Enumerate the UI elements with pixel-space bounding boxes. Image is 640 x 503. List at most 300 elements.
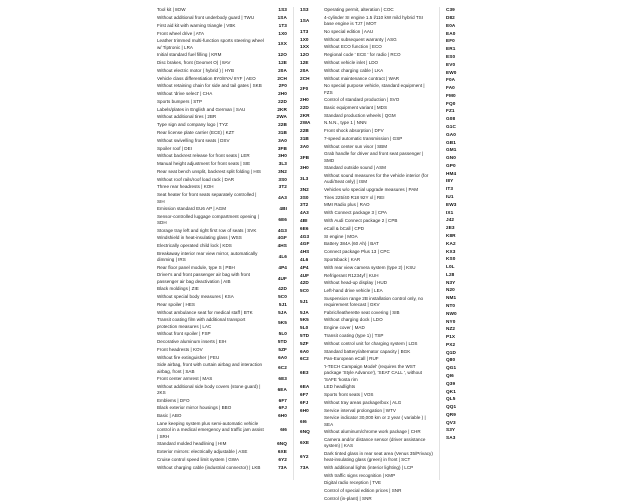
option-description: Rear seat bench unsplit, backrest split folding | HIS [157,168,261,174]
option-code: D82 [446,15,455,21]
option-description: Black exterior mirror housings | BBO [157,405,232,411]
code-list-row [157,60,287,67]
option-code: 1T3 [300,28,309,34]
option-description: Rear license plate carrier (ECE) | KZT [157,130,235,136]
code-list-row [300,348,433,355]
code-list-row [157,384,287,397]
code-list-row [300,429,433,436]
code-list-row [446,108,579,115]
code-list-row [446,69,579,76]
column-1-rows [157,7,287,472]
option-code: 3H0 [278,153,287,159]
code-list-row [446,100,579,107]
option-code: 1S3 [278,7,287,13]
code-list-row [300,384,433,391]
option-code: P1X [446,334,456,340]
option-code: 3N2 [300,186,309,192]
code-list-row [300,325,433,332]
option-description: Without vehicle inlet | LDO [324,59,379,65]
option-description: Labels/plates in English and German | SAU [157,106,246,112]
option-description: Without ECO function | ECO [324,44,382,50]
option-code: EW0 [446,69,457,75]
option-code: 5C0 [278,294,287,300]
column-group-3 [446,7,579,443]
code-list-row [157,413,287,420]
option-description: Standard molded headlining | HIM [157,441,227,447]
option-code: N20 [446,287,455,293]
code-list-row [157,161,287,168]
option-code: N3Y [446,279,456,285]
code-list-row [446,93,579,100]
option-code: NT0 [446,302,456,308]
code-list-row [300,241,433,248]
code-list-row [446,170,579,177]
code-list-row [446,30,579,37]
code-list-row [446,23,579,30]
column-2-rows [300,7,433,503]
option-code: S3Y [446,427,456,433]
option-code: SA3 [446,435,456,441]
option-code: 4G3 [277,227,287,233]
option-code: NZ2 [446,326,456,332]
code-list-row [446,334,579,341]
option-description: Digital radio reception | TVE [324,480,382,486]
option-code: 12E [278,59,287,65]
code-list-row [446,349,579,356]
code-list-row [446,326,579,333]
code-list-row [157,264,287,271]
code-list-row [300,288,433,295]
code-list-row [446,54,579,61]
option-description: Battery 384A (60 Ah) | BAT [324,241,379,247]
code-list-row [300,257,433,264]
code-list-row [157,83,287,90]
code-list-row [157,272,287,285]
option-description: Standard outside sound | ASM [324,165,386,171]
option-description: Exterior mirrors: electrically adjustable | ASE [157,449,248,455]
code-list-row [300,309,433,316]
code-list-row [157,153,287,160]
code-list-row [300,472,433,479]
option-code: 1X0 [278,30,287,36]
code-list-row [300,105,433,112]
code-list-row [300,194,433,201]
option-description: Three rear headrests | KOH [157,184,214,190]
code-list-row [157,457,287,464]
option-code: 2E3 [446,225,455,231]
code-list-row [300,451,433,464]
option-code: 6NQ [277,441,287,447]
code-list-row [446,435,579,442]
option-description: SI engine | MOA [324,233,358,239]
code-list-row [446,202,579,209]
option-code: 3T2 [278,184,287,190]
option-code: 1T3 [278,22,287,28]
option-description: Without tray areas package/box | ALG [324,400,402,406]
option-code: 5ZF [300,340,309,346]
code-list-row [300,356,433,363]
code-list-row [300,97,433,104]
option-description: Front shock absorption | DFV [324,128,384,134]
code-list-row [157,354,287,361]
code-list-row [157,302,287,309]
code-list-row [157,7,287,14]
option-description: Without fire extinguisher | FEU [157,354,220,360]
code-list-row [446,357,579,364]
code-list-row [446,419,579,426]
code-list-row [300,280,433,287]
code-list-row [446,381,579,388]
option-description: Control (in-plant) | SNR [324,495,372,501]
option-description: With Audi Connect package 2 | CPB [324,218,398,224]
option-description: Without control unit for charging system | LDS [324,340,418,346]
option-code: 5K5 [278,320,287,326]
option-code: 5TD [277,338,287,344]
code-list-row [300,408,433,415]
code-list-row [446,7,579,14]
code-list-row [446,116,579,123]
option-code: 6I6 [280,427,287,433]
option-description: Without 'drive select' | CHA [157,91,213,97]
option-code: QI6 [446,373,454,379]
option-code: 6H0 [278,413,287,419]
option-description: Without additional tires | 2BR [157,114,217,120]
option-code: G1C [446,124,456,130]
option-description: Control of standard production | SVO [324,97,400,103]
code-list-row [446,124,579,131]
code-list-row [300,464,433,471]
option-code: FA0 [446,85,455,91]
option-code: 73A [300,464,309,470]
code-list-row [300,52,433,59]
option-description: MMI Radio plus | RAO [324,202,370,208]
code-list-row [300,333,433,340]
option-code: 6FJ [300,400,309,406]
code-list-row [300,218,433,225]
option-code: 4L6 [300,256,309,262]
option-description: Without swivelling front seats | DSV [157,137,230,143]
option-description: Spoiler roof | DEI [157,145,192,151]
code-list-row [157,317,287,330]
code-list-row [157,138,287,145]
code-list-row [157,421,287,441]
code-list-row [300,67,433,74]
option-description: Disc brakes, front (Geomet O) | 8AV [157,59,231,65]
option-code: IT3 [446,186,454,192]
code-list-row [157,362,287,375]
code-list-row [300,75,433,82]
code-list-row [157,114,287,121]
column-group-2 [300,7,433,503]
option-code: 4UF [277,275,287,281]
code-list-row [446,365,579,372]
option-code: 6Y2 [278,456,287,462]
option-code: 1SA [300,18,310,24]
code-list-row [157,331,287,338]
option-description: Lane keeping system plus semi-automatic vehicle control in a medical emergency and traffic jam assist | SRH [157,420,264,439]
option-code: NW0 [446,310,457,316]
option-code: 5L0 [300,325,309,331]
code-list-row [300,226,433,233]
option-description: Suspension range 2B installation control only, no requirement forecast | GKV [324,295,424,308]
option-code: 12O [277,52,287,58]
option-code: 6F7 [300,392,309,398]
option-description: Without sound measures for the vehicle interior (for Audi/Seat only) | ISM [324,172,429,185]
code-list-row [157,235,287,242]
option-description: Without roof rails/roof load rack | DAR [157,176,235,182]
code-list-row [446,209,579,216]
option-description: Emblems | DFO [157,397,190,403]
option-description: Front center armrest | MAS [157,376,213,382]
option-code: 1XX [277,41,287,47]
code-list-row [300,317,433,324]
option-description: Without additional front underbody guard | TWU [157,15,255,21]
code-list-row [446,240,579,247]
option-description: With Connect package 3 | CPA [324,210,387,216]
code-list-row [157,339,287,346]
option-description: Black moldings | ZIE [157,286,199,292]
option-code: 5J1 [300,298,309,304]
option-description: 7-speed automatic transmission | GSP [324,136,403,142]
code-list-row [157,441,287,448]
option-code: 2WA [276,114,287,120]
option-description: LED headlights [324,384,356,390]
option-code: 6Y2 [300,453,309,459]
code-list-row [446,318,579,325]
code-list-row [300,202,433,209]
option-code: 6XE [277,449,287,455]
option-code: 31B [300,136,309,142]
option-description: Basic | ABO [157,413,182,419]
option-code: 4HS [277,243,287,249]
option-code: GP0 [446,162,456,168]
option-code: GA0 [446,131,456,137]
option-code: 22B [278,122,287,128]
option-code: 3H0 [300,165,309,171]
option-description: Transit coating (type 1) | TSP [324,332,384,338]
option-code: 2CH [300,75,310,81]
option-description: Emission standard EU6 AP | AGM [157,206,227,212]
option-description: Seat heater for front seats separately controlled | SIH [157,191,257,204]
option-code: 3A0 [278,137,287,143]
code-list-row [157,75,287,82]
option-description: Grab handle for driver and front seat passenger | SMD [324,151,424,163]
option-code: 42D [300,280,309,286]
option-code: QG1 [446,365,457,371]
option-description: Rear floor panel module, type S | PBH [157,264,235,270]
option-description: 4-cylinder SI engine 1.5 l/110 kW mild hybrid TSI base engine is TJ7 | MOT [324,14,424,27]
option-code: QQ1 [446,404,457,410]
option-code: 6E6 [300,225,309,231]
option-description: Operating permit, alteration | COC [324,7,394,13]
code-list-row [300,83,433,96]
option-code: QK1 [446,388,456,394]
option-code: 4GF [300,241,310,247]
code-list-row [157,192,287,205]
option-code: 6E3 [300,370,309,376]
code-list-row [446,272,579,279]
code-list-row [446,396,579,403]
option-code: 1S3 [300,7,309,13]
option-code: KA2 [446,240,456,246]
option-code: 4A3 [278,195,287,201]
option-code: C39 [446,7,455,13]
code-list-row [300,210,433,217]
option-code: 4GF [277,235,287,241]
option-description: Decorative aluminum inserts | EIH [157,338,227,344]
code-list-row [300,120,433,127]
option-description: Tires 225/40 R18 92Y xl | REI [324,194,385,200]
code-list-row [300,151,433,164]
option-description: Electrically operated child lock | KDS [157,243,232,249]
option-description: 'I-TECH Campaign Model' (requires the WST package 'Style Advance'), 'SEAT CALL ', without 'SAFE 'kosta rim [324,363,422,382]
code-list-row [446,85,579,92]
code-list-row [300,136,433,143]
option-code: 6C2 [278,365,287,371]
option-description: Fabric/leatherette seat covering | SIB [324,309,400,315]
option-code: I8Y [446,178,454,184]
option-code: Q39 [446,380,456,386]
option-code: L0L [446,264,455,270]
code-list-row [157,176,287,183]
option-code: 4UF [300,272,310,278]
option-description: Control of special edition prices | SNR [324,488,402,494]
option-description: Manual height adjustment for front seats | SIE [157,161,251,167]
code-list-row [300,29,433,36]
option-code: 6I6 [300,418,307,424]
option-code: 3N2 [278,168,287,174]
option-code: ER1 [446,46,456,52]
code-list-row [300,480,433,487]
code-list-row [300,437,433,450]
option-description: Without additional side body covers (stone guard) | 2KS [157,383,261,396]
option-code: IX1 [446,209,454,215]
code-list-row [446,295,579,302]
option-code: 22D [278,98,287,104]
code-list-row [157,99,287,106]
option-description: Regional code ' ECE ' for radio | RCO [324,52,401,58]
code-list-row [300,415,433,428]
code-list-row [300,44,433,51]
option-code: 73A [278,464,287,470]
option-code: FQ0 [446,100,456,106]
option-description: Windshield in heat-insulating glass | WSS [157,235,242,241]
option-description: Without special body measures | KSA [157,294,234,300]
option-description: Sports front seats | VOS [324,392,374,398]
code-list-row [446,264,579,271]
option-code: 6E6 [278,216,287,222]
column-group-1 [157,7,287,472]
code-list-row [300,15,433,28]
option-code: F0A [446,77,456,83]
code-list-row [446,427,579,434]
option-description: Connect package Plus 13 | CPC [324,249,390,255]
option-code: 1SA [277,15,287,21]
code-list-row [446,225,579,232]
option-description: Camera and/or distance sensor (driver assistance system) | KAS [324,436,426,449]
code-list-row [157,91,287,98]
code-list-row [157,145,287,152]
option-code: 5TD [300,332,310,338]
option-description: Standard production wheels | QGM [324,112,396,118]
option-code: L28 [446,271,455,277]
option-code: 6EA [277,386,287,392]
option-description: Transit coating film with additional transport protection measures | LAC [157,317,246,329]
code-list-row [300,144,433,151]
option-description: Vehicles w/o special upgrade measures | PAM [324,186,419,192]
option-description: Pan-European eCall | RUF [324,356,379,362]
option-code: 3S0 [278,176,287,182]
code-list-row [300,187,433,194]
code-list-row [446,46,579,53]
option-description: Driver's and front passenger air bag with front passenger air bag deactivation | AIB [157,272,250,284]
code-list-row [446,61,579,68]
code-list-row [157,23,287,30]
option-code: 6A0 [300,348,309,354]
code-list-row [446,77,579,84]
option-description: Without retaining chain for side and tail gates | SKB [157,83,262,89]
option-code: 6C2 [300,356,309,362]
option-code: FZ1 [446,108,455,114]
code-list-row [157,251,287,264]
option-description: Type sign and company logo | TYZ [157,122,228,128]
code-list-row [446,155,579,162]
option-code: GB1 [446,139,456,145]
option-code: 31B [278,130,287,136]
option-code: 42D [278,286,287,292]
option-code: 12O [300,52,310,58]
option-code: 2KR [277,106,287,112]
option-description: First aid kit with warning triangle | VBK [157,22,236,28]
code-list-columns [0,7,640,501]
code-list-row [446,256,579,263]
code-list-row [157,309,287,316]
column-divider-1 [293,7,294,480]
option-code: 5JA [300,309,309,315]
option-code: 12E [300,59,309,65]
code-list-row [300,400,433,407]
option-code: IU1 [446,194,454,200]
code-list-row [446,233,579,240]
code-list-row [446,147,579,154]
option-code: 5C0 [300,288,309,294]
code-list-row [157,449,287,456]
code-list-row [300,165,433,172]
code-list-row [446,388,579,395]
code-list-row [446,139,579,146]
code-list-row [300,36,433,43]
option-code: FM0 [446,92,456,98]
option-description: Without front spoiler | FSP [157,331,211,337]
option-code: 4L6 [278,253,287,259]
option-code: QV3 [446,419,456,425]
option-code: 6NQ [300,429,310,435]
option-description: Tool kit | 8OW [157,7,186,13]
option-description: Leather trimmed multi-function sports steering wheel w/ Tiptronic | LRA [157,38,264,50]
option-description: Service indicator 30,000 km or 2 year ( variable ) | SEA [324,415,426,427]
option-code: KS0 [446,256,456,262]
code-list-row [157,346,287,353]
option-code: EF0 [446,38,455,44]
option-code: QR9 [446,411,456,417]
option-description: No special purpose vehicle, standard equipment | FZS [324,83,425,95]
code-list-row [300,112,433,119]
option-description: N.N.N., type 1 | NNN [324,120,367,126]
option-code: 6E3 [278,376,287,382]
option-code: 3FB [300,154,310,160]
code-list-row [446,404,579,411]
column-divider-2 [439,7,440,480]
